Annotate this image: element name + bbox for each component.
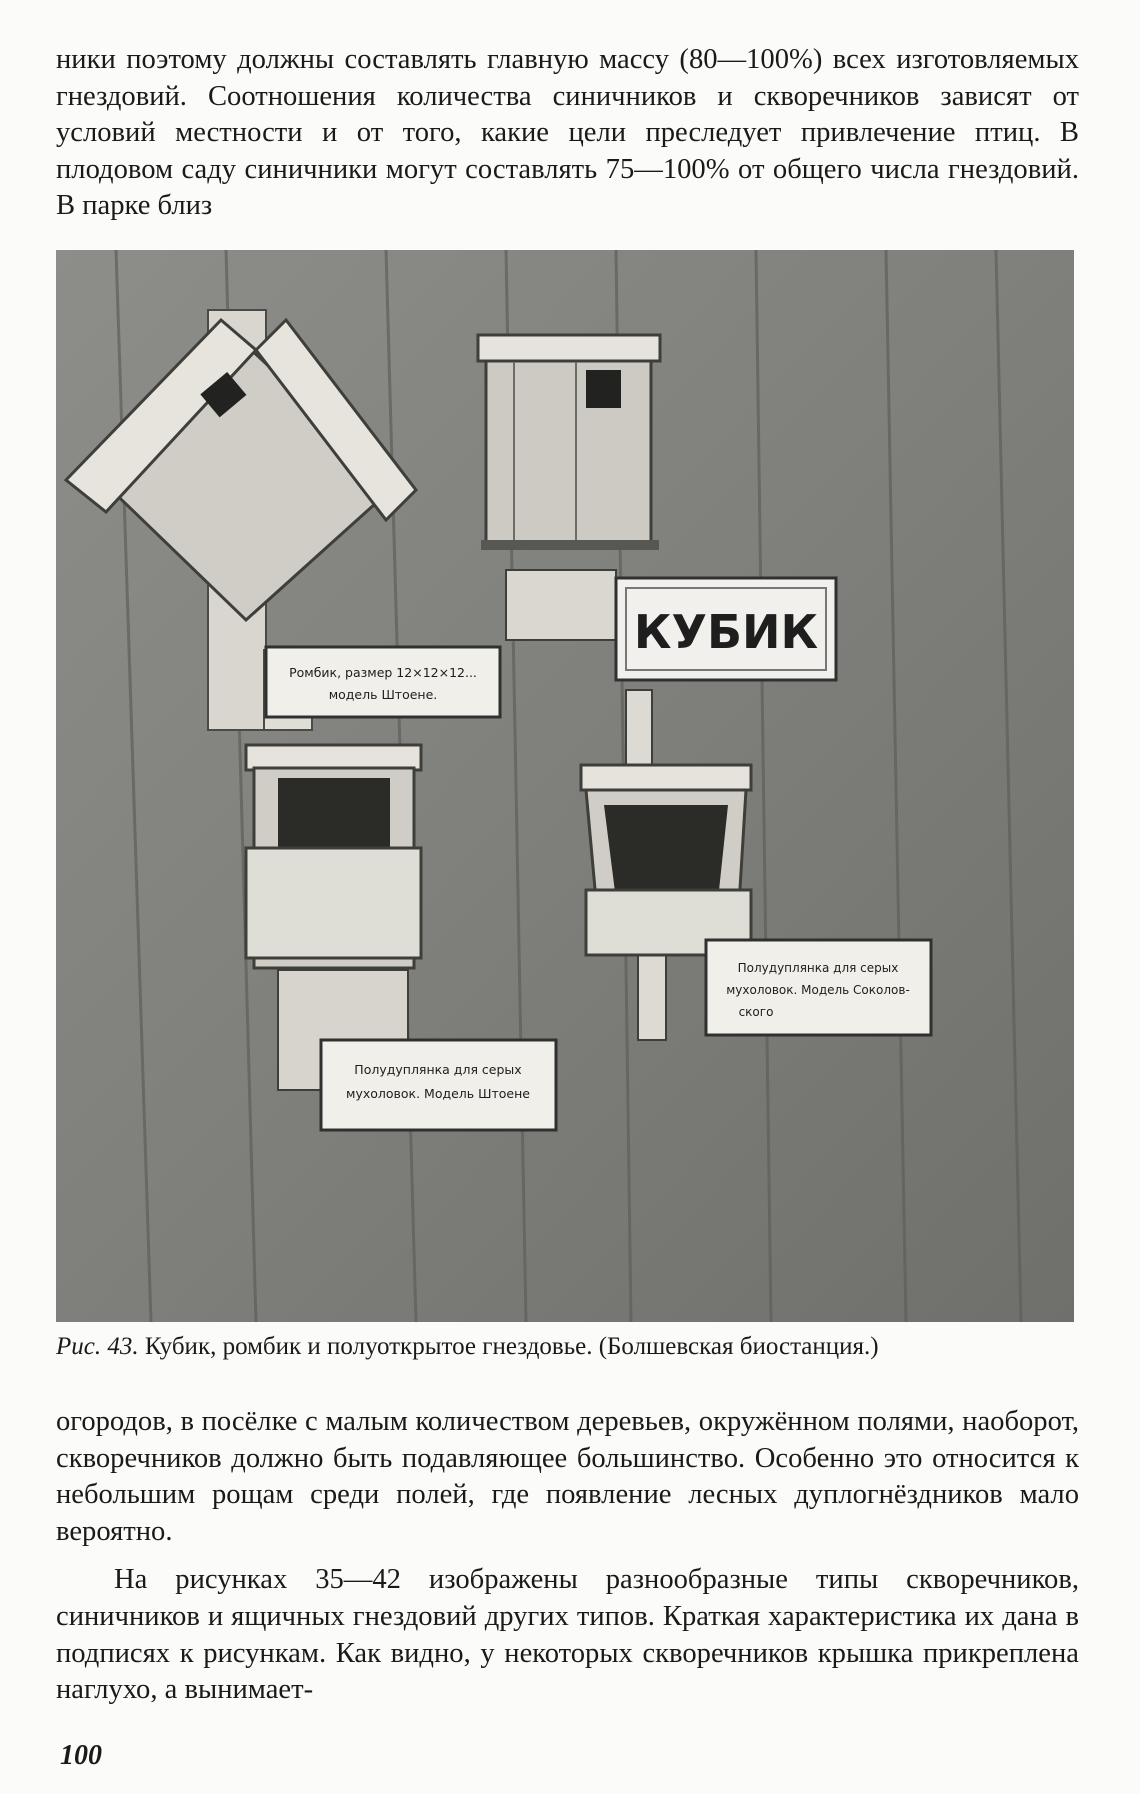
sign-half-open-left xyxy=(321,1040,556,1130)
open-front xyxy=(278,778,390,848)
sign-half-open-right-line1: Полудуплянка для серых xyxy=(737,961,899,975)
sign-half-open-right xyxy=(706,940,931,1035)
sign-half-open-left-line1: Полудуплянка для серых xyxy=(354,1062,522,1077)
caption-number: Рис. 43. xyxy=(56,1333,139,1360)
paragraph-bottom-1: огородов, в посёлке с малым количеством деревьев, окружённом полями, наоборот, скворечников должно быть подавляющее большинство. Особенно это относится к небольшим рощам среди полей, где появление лесных дуплогнёздников мало вероятно. xyxy=(56,1406,1079,1547)
page-number: 100 xyxy=(60,1740,102,1771)
open-front xyxy=(604,805,728,900)
paragraph-bottom-2: На рисунках 35—42 изображены разнообразные типы скворечников, синичников и ящичных гнездовий других типов. Краткая характеристика их дана в подписях к рисункам. Как видно, у некоторых скворечников крышка прикреплена наглухо, а вынимает- xyxy=(56,1564,1079,1706)
text-top xyxy=(56,42,1079,225)
entrance-hole xyxy=(586,370,621,408)
photo-birdhouses xyxy=(56,250,1074,1322)
paragraph-top: ники поэтому должны составлять главную массу (80—100%) всех изготовляемых гнездовий. Соотношения количества синичников и скворечников зависят от условий местности и от того, какие цели преследует привлечение птиц. В плодовом саду синичники могут составлять 75—100% от общего числа гнездовий. В парке близ xyxy=(56,44,1079,222)
sign-rombik-line1: Ромбик, размер 12×12×12... xyxy=(289,665,477,680)
sign-half-open-right-line3: ского xyxy=(738,1005,774,1019)
sign-kubik-text: КУБИК xyxy=(633,605,819,659)
sign-kubik xyxy=(616,578,836,680)
sign-half-open-left-line2: мухоловок. Модель Штоене xyxy=(346,1086,530,1101)
text-bottom xyxy=(56,1404,1079,1709)
figure-caption xyxy=(56,1330,1079,1364)
figure-photo xyxy=(56,250,1074,1322)
caption-text: Кубик, ромбик и полуоткрытое гнездовье. (Болшевская биостанция.) xyxy=(138,1333,879,1360)
sign-rombik xyxy=(266,647,500,717)
sign-half-open-right-line2: мухоловок. Модель Соколов- xyxy=(726,983,910,997)
sign-rombik-line2: модель Штоене. xyxy=(328,687,438,702)
